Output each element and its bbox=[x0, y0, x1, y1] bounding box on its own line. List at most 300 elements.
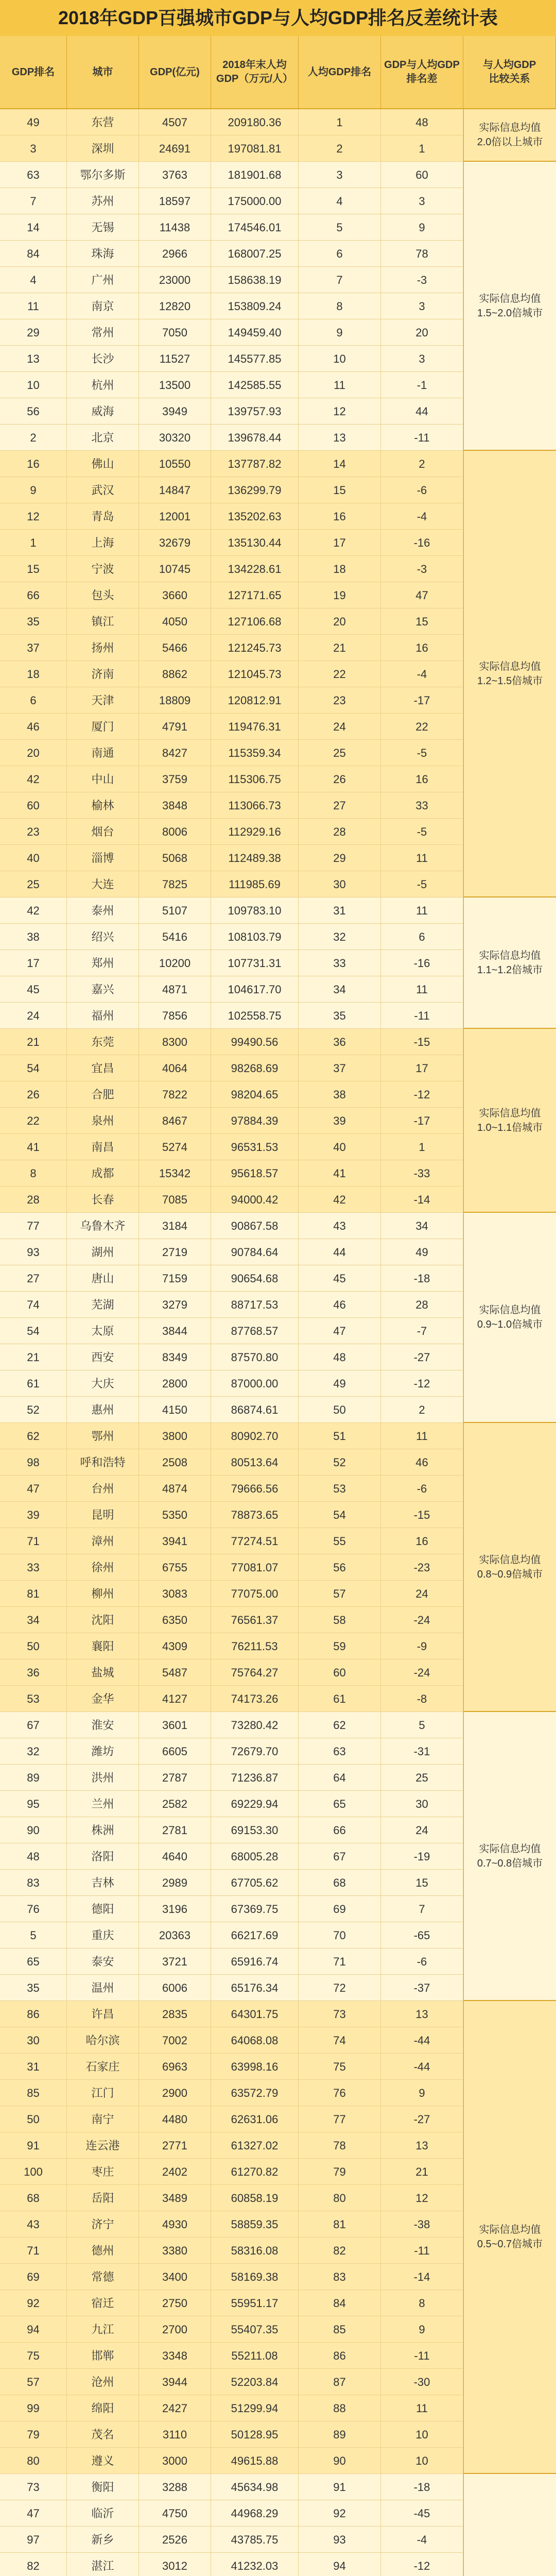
cell-gdp-rank: 7 bbox=[0, 188, 67, 214]
cell-rank-diff: -3 bbox=[381, 556, 463, 582]
cell-per-capita-rank: 79 bbox=[299, 2159, 381, 2185]
cell-gdp-rank: 94 bbox=[0, 2316, 67, 2343]
cell-per-capita-gdp: 49615.88 bbox=[211, 2448, 299, 2474]
cell-gdp-rank: 91 bbox=[0, 2132, 67, 2159]
cell-city: 沧州 bbox=[67, 2369, 139, 2395]
cell-city: 石家庄 bbox=[67, 2054, 139, 2080]
header-col-1: 城市 bbox=[67, 36, 139, 108]
cell-per-capita-rank: 11 bbox=[299, 372, 381, 398]
cell-city: 深圳 bbox=[67, 135, 139, 162]
cell-city: 淄博 bbox=[67, 845, 139, 871]
cell-per-capita-rank: 20 bbox=[299, 608, 381, 635]
cell-rank-diff: 15 bbox=[381, 1870, 463, 1896]
cell-gdp: 6605 bbox=[139, 1738, 211, 1765]
cell-per-capita-rank: 88 bbox=[299, 2395, 381, 2421]
cell-gdp-rank: 17 bbox=[0, 950, 67, 976]
group-label: 实际信息均值 1.1~1.2倍城市 bbox=[463, 897, 556, 1029]
cell-per-capita-rank: 31 bbox=[299, 897, 381, 924]
cell-per-capita-gdp: 78873.65 bbox=[211, 1502, 299, 1528]
cell-per-capita-gdp: 121045.73 bbox=[211, 661, 299, 687]
cell-per-capita-rank: 36 bbox=[299, 1029, 381, 1055]
cell-per-capita-gdp: 181901.68 bbox=[211, 162, 299, 188]
cell-gdp: 4750 bbox=[139, 2500, 211, 2527]
cell-per-capita-rank: 19 bbox=[299, 582, 381, 608]
cell-gdp: 30320 bbox=[139, 425, 211, 451]
cell-gdp-rank: 26 bbox=[0, 1081, 67, 1108]
cell-gdp: 8467 bbox=[139, 1108, 211, 1134]
cell-city: 茂名 bbox=[67, 2421, 139, 2448]
cell-per-capita-rank: 14 bbox=[299, 451, 381, 477]
cell-rank-diff: 78 bbox=[381, 241, 463, 267]
cell-rank-diff: -24 bbox=[381, 1659, 463, 1686]
cell-gdp: 20363 bbox=[139, 1922, 211, 1948]
cell-city: 连云港 bbox=[67, 2132, 139, 2159]
cell-rank-diff: -6 bbox=[381, 1948, 463, 1975]
cell-per-capita-gdp: 120812.91 bbox=[211, 687, 299, 714]
cell-city: 珠海 bbox=[67, 241, 139, 267]
cell-gdp-rank: 85 bbox=[0, 2080, 67, 2106]
cell-city: 中山 bbox=[67, 766, 139, 792]
cell-gdp-rank: 6 bbox=[0, 687, 67, 714]
cell-gdp: 6006 bbox=[139, 1975, 211, 2001]
cell-rank-diff: 12 bbox=[381, 2185, 463, 2211]
cell-gdp-rank: 47 bbox=[0, 1476, 67, 1502]
cell-city: 常州 bbox=[67, 319, 139, 346]
cell-per-capita-rank: 34 bbox=[299, 976, 381, 1003]
cell-gdp: 3184 bbox=[139, 1213, 211, 1239]
cell-city: 广州 bbox=[67, 267, 139, 293]
header-col-5: GDP与人均GDP 排名差 bbox=[381, 36, 463, 108]
cell-gdp-rank: 69 bbox=[0, 2264, 67, 2290]
cell-per-capita-gdp: 50128.95 bbox=[211, 2421, 299, 2448]
cell-per-capita-gdp: 99490.56 bbox=[211, 1029, 299, 1055]
group-label: 实际信息均值 2.0倍以上城市 bbox=[463, 109, 556, 162]
cell-city: 德州 bbox=[67, 2238, 139, 2264]
cell-city: 南通 bbox=[67, 740, 139, 766]
cell-per-capita-rank: 35 bbox=[299, 1003, 381, 1029]
cell-city: 唐山 bbox=[67, 1265, 139, 1292]
cell-gdp: 2427 bbox=[139, 2395, 211, 2421]
cell-rank-diff: 11 bbox=[381, 897, 463, 924]
cell-gdp: 4064 bbox=[139, 1055, 211, 1081]
cell-gdp-rank: 36 bbox=[0, 1659, 67, 1686]
cell-per-capita-rank: 30 bbox=[299, 871, 381, 897]
cell-per-capita-gdp: 58316.08 bbox=[211, 2238, 299, 2264]
cell-rank-diff: 28 bbox=[381, 1292, 463, 1318]
cell-rank-diff: -5 bbox=[381, 740, 463, 766]
cell-per-capita-gdp: 76561.37 bbox=[211, 1607, 299, 1633]
cell-gdp-rank: 82 bbox=[0, 2553, 67, 2576]
cell-gdp: 3348 bbox=[139, 2343, 211, 2369]
cell-city: 江门 bbox=[67, 2080, 139, 2106]
cell-gdp: 2526 bbox=[139, 2527, 211, 2553]
cell-per-capita-rank: 13 bbox=[299, 425, 381, 451]
cell-per-capita-gdp: 58169.38 bbox=[211, 2264, 299, 2290]
cell-per-capita-rank: 29 bbox=[299, 845, 381, 871]
cell-city: 哈尔滨 bbox=[67, 2027, 139, 2054]
cell-per-capita-rank: 22 bbox=[299, 661, 381, 687]
cell-per-capita-rank: 69 bbox=[299, 1896, 381, 1922]
cell-rank-diff: 9 bbox=[381, 2080, 463, 2106]
cell-city: 大庆 bbox=[67, 1370, 139, 1397]
cell-rank-diff: 11 bbox=[381, 2395, 463, 2421]
cell-rank-diff: 33 bbox=[381, 792, 463, 819]
cell-per-capita-rank: 80 bbox=[299, 2185, 381, 2211]
cell-gdp: 10745 bbox=[139, 556, 211, 582]
cell-gdp: 4874 bbox=[139, 1476, 211, 1502]
cell-rank-diff: 16 bbox=[381, 766, 463, 792]
cell-gdp: 7822 bbox=[139, 1081, 211, 1108]
cell-per-capita-rank: 94 bbox=[299, 2553, 381, 2576]
cell-per-capita-rank: 23 bbox=[299, 687, 381, 714]
cell-city: 北京 bbox=[67, 425, 139, 451]
cell-per-capita-rank: 78 bbox=[299, 2132, 381, 2159]
cell-gdp-rank: 74 bbox=[0, 1292, 67, 1318]
cell-per-capita-gdp: 108103.79 bbox=[211, 924, 299, 950]
cell-rank-diff: 10 bbox=[381, 2448, 463, 2474]
cell-city: 惠州 bbox=[67, 1397, 139, 1423]
cell-per-capita-gdp: 139678.44 bbox=[211, 425, 299, 451]
cell-per-capita-rank: 9 bbox=[299, 319, 381, 346]
cell-per-capita-rank: 52 bbox=[299, 1449, 381, 1476]
cell-city: 常德 bbox=[67, 2264, 139, 2290]
cell-city: 枣庄 bbox=[67, 2159, 139, 2185]
cell-per-capita-gdp: 79666.56 bbox=[211, 1476, 299, 1502]
cell-gdp: 7825 bbox=[139, 871, 211, 897]
cell-city: 杭州 bbox=[67, 372, 139, 398]
cell-city: 临沂 bbox=[67, 2500, 139, 2527]
cell-gdp-rank: 34 bbox=[0, 1607, 67, 1633]
header-col-2: GDP(亿元) bbox=[139, 36, 211, 108]
cell-per-capita-gdp: 87768.57 bbox=[211, 1318, 299, 1344]
cell-gdp: 14847 bbox=[139, 477, 211, 503]
cell-per-capita-gdp: 72679.70 bbox=[211, 1738, 299, 1765]
cell-rank-diff: -44 bbox=[381, 2027, 463, 2054]
cell-rank-diff: 60 bbox=[381, 162, 463, 188]
cell-rank-diff: 49 bbox=[381, 1239, 463, 1265]
cell-per-capita-gdp: 87570.80 bbox=[211, 1344, 299, 1370]
cell-gdp-rank: 83 bbox=[0, 1870, 67, 1896]
cell-per-capita-rank: 77 bbox=[299, 2106, 381, 2132]
cell-per-capita-gdp: 113066.73 bbox=[211, 792, 299, 819]
cell-per-capita-gdp: 98268.69 bbox=[211, 1055, 299, 1081]
cell-gdp: 3944 bbox=[139, 2369, 211, 2395]
cell-gdp: 7002 bbox=[139, 2027, 211, 2054]
cell-city: 天津 bbox=[67, 687, 139, 714]
cell-city: 徐州 bbox=[67, 1554, 139, 1581]
cell-per-capita-rank: 62 bbox=[299, 1712, 381, 1738]
cell-rank-diff: 44 bbox=[381, 398, 463, 425]
cell-per-capita-rank: 47 bbox=[299, 1318, 381, 1344]
cell-per-capita-gdp: 55951.17 bbox=[211, 2290, 299, 2316]
cell-per-capita-rank: 15 bbox=[299, 477, 381, 503]
cell-gdp-rank: 27 bbox=[0, 1265, 67, 1292]
cell-gdp: 4930 bbox=[139, 2211, 211, 2238]
cell-city: 厦门 bbox=[67, 714, 139, 740]
cell-city: 青岛 bbox=[67, 503, 139, 530]
cell-city: 南京 bbox=[67, 293, 139, 319]
cell-gdp-rank: 54 bbox=[0, 1055, 67, 1081]
cell-per-capita-rank: 82 bbox=[299, 2238, 381, 2264]
cell-city: 洛阳 bbox=[67, 1843, 139, 1870]
cell-rank-diff: -6 bbox=[381, 477, 463, 503]
cell-city: 沈阳 bbox=[67, 1607, 139, 1633]
cell-per-capita-gdp: 145577.85 bbox=[211, 346, 299, 372]
cell-gdp-rank: 37 bbox=[0, 635, 67, 661]
cell-per-capita-rank: 91 bbox=[299, 2474, 381, 2500]
cell-rank-diff: -11 bbox=[381, 2238, 463, 2264]
cell-gdp-rank: 77 bbox=[0, 1213, 67, 1239]
cell-rank-diff: 3 bbox=[381, 346, 463, 372]
cell-per-capita-gdp: 68005.28 bbox=[211, 1843, 299, 1870]
cell-city: 宁波 bbox=[67, 556, 139, 582]
cell-gdp-rank: 3 bbox=[0, 135, 67, 162]
cell-per-capita-gdp: 71236.87 bbox=[211, 1765, 299, 1791]
cell-city: 南昌 bbox=[67, 1134, 139, 1160]
cell-city: 漳州 bbox=[67, 1528, 139, 1554]
cell-per-capita-rank: 60 bbox=[299, 1659, 381, 1686]
cell-gdp: 3848 bbox=[139, 792, 211, 819]
cell-gdp-rank: 11 bbox=[0, 293, 67, 319]
cell-rank-diff: -18 bbox=[381, 2474, 463, 2500]
cell-rank-diff: 24 bbox=[381, 1581, 463, 1607]
cell-city: 芜湖 bbox=[67, 1292, 139, 1318]
cell-gdp: 2989 bbox=[139, 1870, 211, 1896]
cell-gdp: 4050 bbox=[139, 608, 211, 635]
cell-city: 泰安 bbox=[67, 1948, 139, 1975]
cell-per-capita-gdp: 95618.57 bbox=[211, 1160, 299, 1187]
cell-rank-diff: 8 bbox=[381, 2290, 463, 2316]
cell-per-capita-gdp: 88717.53 bbox=[211, 1292, 299, 1318]
cell-per-capita-gdp: 65916.74 bbox=[211, 1948, 299, 1975]
cell-per-capita-gdp: 66217.69 bbox=[211, 1922, 299, 1948]
cell-gdp: 4480 bbox=[139, 2106, 211, 2132]
cell-per-capita-rank: 45 bbox=[299, 1265, 381, 1292]
cell-gdp-rank: 86 bbox=[0, 2001, 67, 2027]
group-label: 实际信息均值 0.9~1.0倍城市 bbox=[463, 1213, 556, 1423]
cell-city: 威海 bbox=[67, 398, 139, 425]
cell-gdp: 18809 bbox=[139, 687, 211, 714]
cell-per-capita-gdp: 58859.35 bbox=[211, 2211, 299, 2238]
cell-city: 郑州 bbox=[67, 950, 139, 976]
cell-gdp: 3400 bbox=[139, 2264, 211, 2290]
cell-rank-diff: -1 bbox=[381, 372, 463, 398]
cell-gdp-rank: 35 bbox=[0, 608, 67, 635]
cell-rank-diff: -9 bbox=[381, 1633, 463, 1659]
cell-per-capita-gdp: 87000.00 bbox=[211, 1370, 299, 1397]
cell-per-capita-gdp: 149459.40 bbox=[211, 319, 299, 346]
cell-per-capita-rank: 73 bbox=[299, 2001, 381, 2027]
cell-rank-diff: 15 bbox=[381, 608, 463, 635]
cell-gdp: 2719 bbox=[139, 1239, 211, 1265]
cell-per-capita-gdp: 65176.34 bbox=[211, 1975, 299, 2001]
cell-per-capita-gdp: 94000.42 bbox=[211, 1187, 299, 1213]
cell-city: 烟台 bbox=[67, 819, 139, 845]
cell-per-capita-gdp: 69229.94 bbox=[211, 1791, 299, 1817]
cell-city: 新乡 bbox=[67, 2527, 139, 2553]
cell-city: 济南 bbox=[67, 661, 139, 687]
cell-gdp: 13500 bbox=[139, 372, 211, 398]
cell-per-capita-rank: 83 bbox=[299, 2264, 381, 2290]
cell-gdp: 5068 bbox=[139, 845, 211, 871]
cell-gdp-rank: 75 bbox=[0, 2343, 67, 2369]
cell-gdp-rank: 50 bbox=[0, 1633, 67, 1659]
cell-per-capita-rank: 25 bbox=[299, 740, 381, 766]
cell-per-capita-gdp: 63998.16 bbox=[211, 2054, 299, 2080]
cell-rank-diff: 10 bbox=[381, 2421, 463, 2448]
cell-per-capita-rank: 72 bbox=[299, 1975, 381, 2001]
cell-per-capita-gdp: 61327.02 bbox=[211, 2132, 299, 2159]
cell-city: 苏州 bbox=[67, 188, 139, 214]
cell-per-capita-gdp: 153809.24 bbox=[211, 293, 299, 319]
cell-gdp: 3012 bbox=[139, 2553, 211, 2576]
cell-per-capita-rank: 55 bbox=[299, 1528, 381, 1554]
cell-per-capita-rank: 3 bbox=[299, 162, 381, 188]
cell-per-capita-gdp: 69153.30 bbox=[211, 1817, 299, 1843]
cell-gdp: 4871 bbox=[139, 976, 211, 1003]
cell-gdp-rank: 46 bbox=[0, 714, 67, 740]
cell-per-capita-rank: 27 bbox=[299, 792, 381, 819]
cell-rank-diff: 2 bbox=[381, 451, 463, 477]
cell-per-capita-rank: 93 bbox=[299, 2527, 381, 2553]
cell-rank-diff: -16 bbox=[381, 530, 463, 556]
cell-gdp: 3660 bbox=[139, 582, 211, 608]
cell-city: 株洲 bbox=[67, 1817, 139, 1843]
cell-gdp: 4640 bbox=[139, 1843, 211, 1870]
cell-city: 长沙 bbox=[67, 346, 139, 372]
cell-rank-diff: -65 bbox=[381, 1922, 463, 1948]
cell-rank-diff: 5 bbox=[381, 1712, 463, 1738]
cell-gdp-rank: 45 bbox=[0, 976, 67, 1003]
cell-per-capita-rank: 4 bbox=[299, 188, 381, 214]
cell-gdp-rank: 71 bbox=[0, 2238, 67, 2264]
cell-gdp: 5416 bbox=[139, 924, 211, 950]
cell-gdp: 3800 bbox=[139, 1423, 211, 1449]
cell-per-capita-rank: 76 bbox=[299, 2080, 381, 2106]
cell-rank-diff: 24 bbox=[381, 1817, 463, 1843]
cell-gdp: 8427 bbox=[139, 740, 211, 766]
cell-gdp-rank: 66 bbox=[0, 582, 67, 608]
cell-city: 洪州 bbox=[67, 1765, 139, 1791]
cell-gdp-rank: 28 bbox=[0, 1187, 67, 1213]
cell-rank-diff: 34 bbox=[381, 1213, 463, 1239]
cell-per-capita-rank: 42 bbox=[299, 1187, 381, 1213]
cell-per-capita-gdp: 64068.08 bbox=[211, 2027, 299, 2054]
cell-per-capita-rank: 16 bbox=[299, 503, 381, 530]
cell-rank-diff: 1 bbox=[381, 135, 463, 162]
cell-rank-diff: -15 bbox=[381, 1502, 463, 1528]
cell-city: 武汉 bbox=[67, 477, 139, 503]
cell-city: 宿迁 bbox=[67, 2290, 139, 2316]
cell-gdp: 2800 bbox=[139, 1370, 211, 1397]
cell-per-capita-rank: 56 bbox=[299, 1554, 381, 1581]
cell-gdp: 4127 bbox=[139, 1686, 211, 1712]
cell-rank-diff: -17 bbox=[381, 1108, 463, 1134]
cell-rank-diff: 11 bbox=[381, 976, 463, 1003]
cell-gdp: 2700 bbox=[139, 2316, 211, 2343]
cell-per-capita-gdp: 135202.63 bbox=[211, 503, 299, 530]
cell-per-capita-gdp: 90654.68 bbox=[211, 1265, 299, 1292]
cell-per-capita-gdp: 134228.61 bbox=[211, 556, 299, 582]
cell-per-capita-gdp: 52203.84 bbox=[211, 2369, 299, 2395]
cell-gdp-rank: 25 bbox=[0, 871, 67, 897]
cell-gdp: 3000 bbox=[139, 2448, 211, 2474]
cell-gdp: 24691 bbox=[139, 135, 211, 162]
cell-gdp: 3721 bbox=[139, 1948, 211, 1975]
cell-city: 盐城 bbox=[67, 1659, 139, 1686]
cell-rank-diff: -17 bbox=[381, 687, 463, 714]
cell-per-capita-rank: 81 bbox=[299, 2211, 381, 2238]
cell-gdp: 7085 bbox=[139, 1187, 211, 1213]
cell-per-capita-rank: 61 bbox=[299, 1686, 381, 1712]
cell-rank-diff: 11 bbox=[381, 1423, 463, 1449]
cell-city: 上海 bbox=[67, 530, 139, 556]
cell-city: 兰州 bbox=[67, 1791, 139, 1817]
cell-gdp-rank: 76 bbox=[0, 1896, 67, 1922]
cell-city: 绍兴 bbox=[67, 924, 139, 950]
cell-rank-diff: 48 bbox=[381, 109, 463, 135]
cell-gdp-rank: 98 bbox=[0, 1449, 67, 1476]
cell-city: 温州 bbox=[67, 1975, 139, 2001]
cell-rank-diff: -4 bbox=[381, 661, 463, 687]
cell-gdp-rank: 61 bbox=[0, 1370, 67, 1397]
cell-gdp-rank: 33 bbox=[0, 1554, 67, 1581]
cell-gdp-rank: 24 bbox=[0, 1003, 67, 1029]
cell-gdp: 2900 bbox=[139, 2080, 211, 2106]
cell-gdp: 2750 bbox=[139, 2290, 211, 2316]
cell-rank-diff: -7 bbox=[381, 1318, 463, 1344]
cell-gdp-rank: 35 bbox=[0, 1975, 67, 2001]
cell-city: 湛江 bbox=[67, 2553, 139, 2576]
cell-rank-diff: -16 bbox=[381, 950, 463, 976]
cell-per-capita-rank: 84 bbox=[299, 2290, 381, 2316]
cell-rank-diff: 9 bbox=[381, 2316, 463, 2343]
cell-per-capita-gdp: 55211.08 bbox=[211, 2343, 299, 2369]
cell-per-capita-gdp: 97884.39 bbox=[211, 1108, 299, 1134]
cell-per-capita-gdp: 44968.29 bbox=[211, 2500, 299, 2527]
cell-gdp: 10550 bbox=[139, 451, 211, 477]
cell-per-capita-gdp: 67369.75 bbox=[211, 1896, 299, 1922]
cell-rank-diff: 16 bbox=[381, 635, 463, 661]
cell-gdp-rank: 1 bbox=[0, 530, 67, 556]
cell-per-capita-rank: 12 bbox=[299, 398, 381, 425]
cell-gdp-rank: 5 bbox=[0, 1922, 67, 1948]
cell-city: 榆林 bbox=[67, 792, 139, 819]
cell-per-capita-gdp: 63572.79 bbox=[211, 2080, 299, 2106]
cell-city: 淮安 bbox=[67, 1712, 139, 1738]
cell-city: 襄阳 bbox=[67, 1633, 139, 1659]
cell-per-capita-gdp: 168007.25 bbox=[211, 241, 299, 267]
cell-gdp: 7159 bbox=[139, 1265, 211, 1292]
cell-rank-diff: 17 bbox=[381, 1055, 463, 1081]
cell-gdp-rank: 62 bbox=[0, 1423, 67, 1449]
cell-rank-diff: 20 bbox=[381, 319, 463, 346]
cell-per-capita-rank: 5 bbox=[299, 214, 381, 241]
cell-gdp-rank: 48 bbox=[0, 1843, 67, 1870]
cell-per-capita-rank: 18 bbox=[299, 556, 381, 582]
cell-gdp-rank: 40 bbox=[0, 845, 67, 871]
cell-per-capita-rank: 89 bbox=[299, 2421, 381, 2448]
cell-city: 成都 bbox=[67, 1160, 139, 1187]
cell-gdp: 7050 bbox=[139, 319, 211, 346]
cell-gdp: 2508 bbox=[139, 1449, 211, 1476]
cell-rank-diff: 2 bbox=[381, 1397, 463, 1423]
cell-gdp-rank: 95 bbox=[0, 1791, 67, 1817]
cell-per-capita-rank: 54 bbox=[299, 1502, 381, 1528]
cell-per-capita-gdp: 135130.44 bbox=[211, 530, 299, 556]
cell-gdp: 2771 bbox=[139, 2132, 211, 2159]
cell-per-capita-rank: 50 bbox=[299, 1397, 381, 1423]
